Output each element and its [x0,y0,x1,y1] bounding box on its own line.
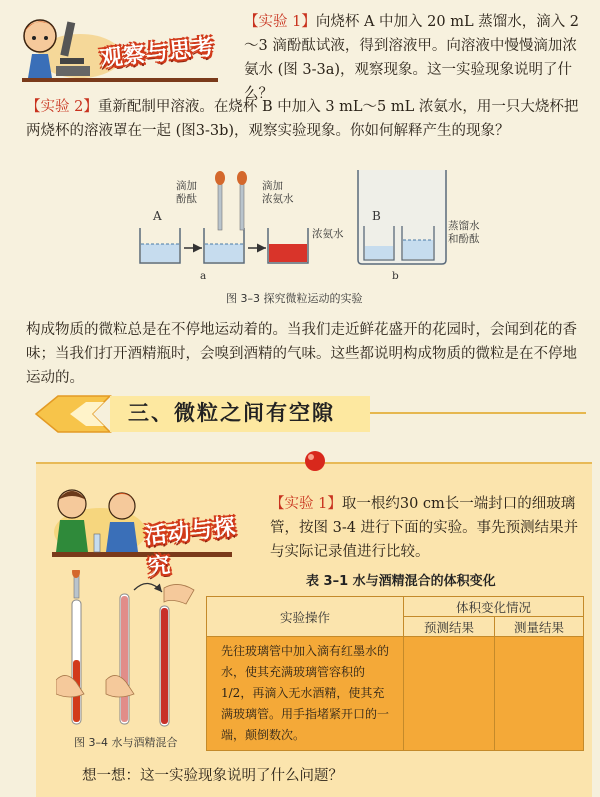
exp1-tag: 【实验 1】 [244,14,316,30]
observe-exp2 [26,95,586,143]
exp2-text: 重新配制甲溶液。在烧杯 B 中加入 3 mL～5 mL 浓氨水，用一只大烧杯把两烧杯的溶液罩在一起 (图3-3b)，观察实验现象。你如何解释产生的现象？ [26,99,579,139]
label-distilled-phenol: 蒸馏水 和酚酞 [448,220,480,245]
exp1-text: 向烧杯 A 中加入 20 mL 蒸馏水，滴入 2～3 滴酚酞试液，得到溶液甲。向溶液中慢慢滴加浓氨水 (图 3-3a)，观察现象。这一实验现象说明了什么？ [244,14,580,102]
table-title: 表 3–1 水与酒精混合的体积变化 [306,574,496,589]
header-operation: 实验操作 [207,597,404,637]
activity-exp1-text: 取一根约30 cm长一端封口的细玻璃管，按图 3-4 进行下面的实验。事先预测结果并与实际记录值进行比较。 [270,496,579,560]
label-add-ammonia: 滴加 浓氨水 [262,180,294,205]
beaker-with-phenol [204,171,244,263]
volume-change-table [206,596,584,751]
observe-logo-text: 观察与思考 [99,35,217,72]
measured-cell[interactable] [495,637,584,751]
header-predicted: 预测结果 [404,617,495,637]
label-add-phenol: 滴加 酚酞 [176,180,197,205]
header-volume-change: 体积变化情况 [404,597,584,617]
activity-exp1-tag: 【实验 1】 [270,496,342,512]
activity-logo-text: 活动与探究 [143,514,238,581]
activity-exp1 [270,492,580,564]
observe-logo [20,8,220,86]
operation-cell: 先往玻璃管中加入滴有红墨水的水，使其充满玻璃管容积的 1/2，再滴入无水酒精，使其充满玻璃管。用手指堵紧开口的一端，颠倒数次。 [207,637,404,751]
label-beaker-a: A [153,209,162,223]
header-measured: 测量结果 [495,617,584,637]
figure-3-3-caption: 图 3–3 探究微粒运动的实验 [226,292,363,305]
exp2-tag: 【实验 2】 [26,99,98,115]
figure-3-4-caption: 图 3–4 水与酒精混合 [74,736,178,749]
label-fig-a: a [200,270,207,282]
red-ball-icon [300,446,330,476]
body-paragraph: 构成物质的微粒总是在不停地运动着的。当我们走近鲜花盛开的花园时，会闻到花的香味；当我们打开酒精瓶时，会嗅到酒精的气味。这些都说明构成物质的微粒是在不停地运动的。 [26,322,577,386]
observe-exp1 [244,10,584,106]
predicted-cell[interactable] [404,637,495,751]
think-question: 想一想：这一实验现象说明了什么问题？ [82,768,343,784]
label-conc-ammonia: 浓氨水 [312,228,344,240]
section-title: 三、微粒之间有空隙 [128,401,335,425]
activity-logo [50,482,250,581]
figure-3-4 [56,570,206,730]
label-beaker-b: B [372,209,381,223]
beaker-a [140,228,180,263]
label-fig-b: b [392,270,399,282]
